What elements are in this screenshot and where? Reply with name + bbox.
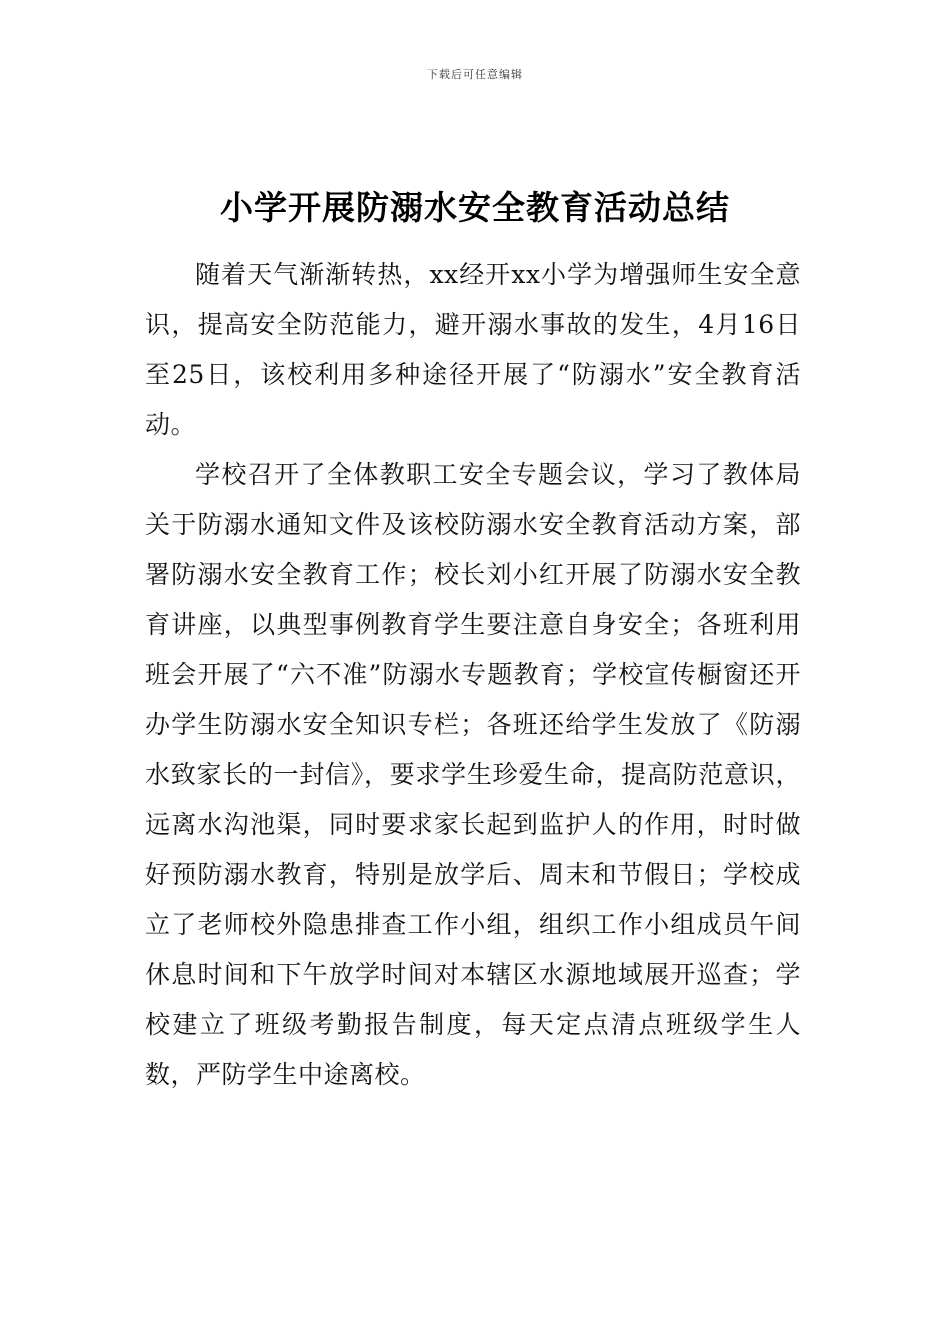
document-title: 小学开展防溺水安全教育活动总结	[220, 188, 730, 227]
header-note: 下载后可任意编辑	[427, 68, 523, 81]
paragraph-1: 随着天气渐渐转热，xx经开xx小学为增强师生安全意识，提高安全防范能力，避开溺水事故的发生，4月16日至25日，该校利用多种途径开展了“防溺水”安全教育活动。	[145, 260, 801, 439]
paragraph-2: 学校召开了全体教职工安全专题会议，学习了教体局关于防溺水通知文件及该校防溺水安全教育活动方案，部署防溺水安全教育工作；校长刘小红开展了防溺水安全教育讲座，以典型事例教育学生要注意自身安全；各班利用班会开展了“六不准”防溺水专题教育；学校宣传橱窗还开办学生防溺水安全知识专栏；各班还给学生发放了《防溺水致家长的一封信》，要求学生珍爱生命，提高防范意识，远离水沟池渠，同时要求家长起到监护人的作用，时时做好预防溺水教育，特别是放学后、周末和节假日；学校成立了老师校外隐患排查工作小组，组织工作小组成员午间休息时间和下午放学时间对本辖区水源地域展开巡查；学校建立了班级考勤报告制度，每天定点清点班级学生人数，严防学生中途离校。	[145, 460, 801, 1089]
document-body	[145, 250, 801, 1100]
